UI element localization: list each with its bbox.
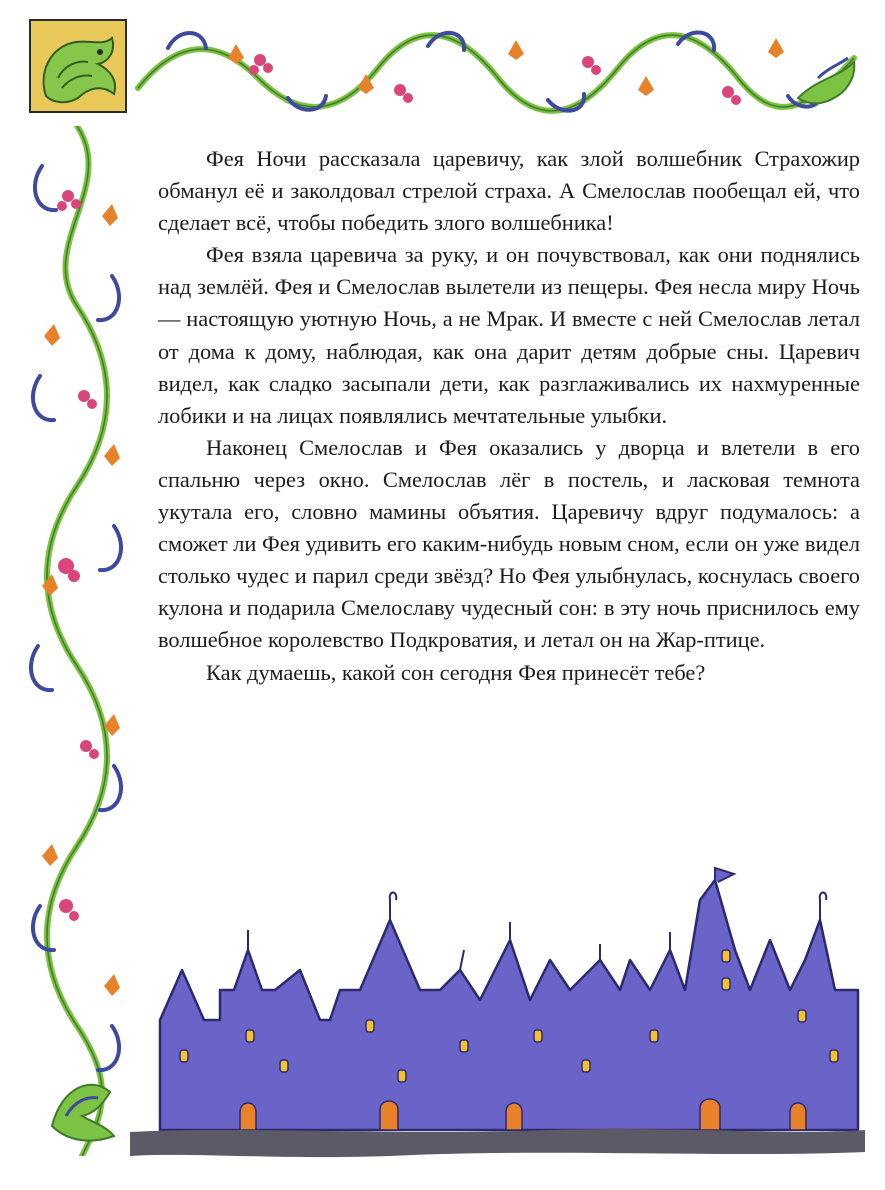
dragon-ornament-icon (52, 1085, 114, 1141)
dragon-tile-icon (30, 20, 126, 112)
story-paragraph: Фея взяла царевича за руку, и он почувствовал, как они поднялись над землёй. Фея и Смелослав вылетели из пещеры. Фея несла миру Ночь — настоящую уютную Ночь, а не Мрак. И вместе с ней Смелослав летал от дома к дому, наблюдая, как она дарит детям добрые сны. Царевич видел, как сладко засыпали дети, как разглаживались их нахмуренные лобики и на лицах появлялись мечтательные улыбки. (158, 242, 860, 428)
castle-silhouette (160, 880, 858, 1130)
castle-city-illustration (130, 860, 865, 1175)
left-ornament-border (22, 126, 132, 1156)
story-text (158, 143, 860, 689)
top-ornament-border (28, 18, 860, 118)
ground (130, 1129, 865, 1157)
story-paragraph: Наконец Смелослав и Фея оказались у дворца и влетели в его спальню через окно. Смелослав лёг в постель, и ласковая темнота укутала его, словно мамины объятия. Царевичу вдруг подумалось: а сможет ли Фея удивить его каким-нибудь новым сном, если он уже видел столько чудес и парил среди звёзд? Но Фея улыбнулась, коснулась своего кулона и подарила Смелославу чудесный сон: в эту ночь приснилось ему волшебное королевство Подкроватия, и летал он на Жар-птице. (158, 434, 860, 653)
story-paragraph: Как думаешь, какой сон сегодня Фея принесёт тебе? (206, 659, 706, 685)
story-paragraph: Фея Ночи рассказала царевичу, как злой волшебник Страхожир обманул её и заколдовал стрелой страха. А Смелослав пообещал ей, что сделает всё, чтобы победить злого волшебника! (158, 146, 860, 236)
